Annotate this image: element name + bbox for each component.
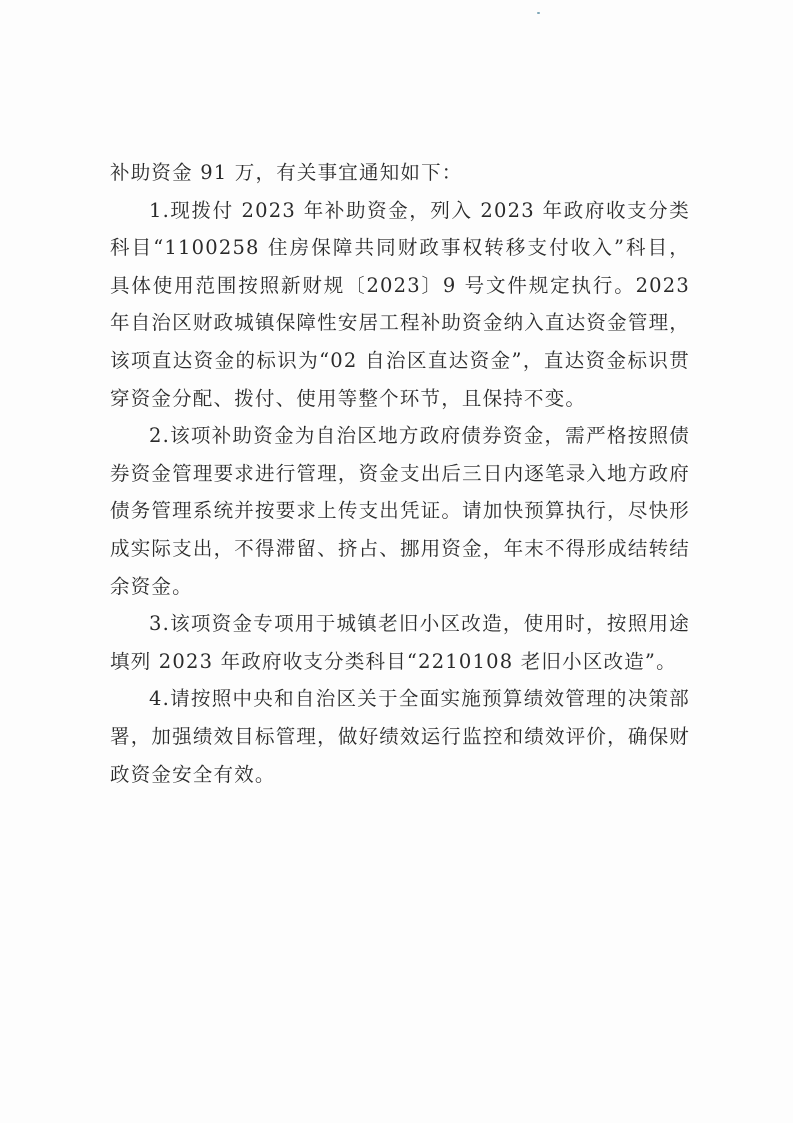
document-body bbox=[110, 154, 690, 793]
paragraph-item-3: 3.该项资金专项用于城镇老旧小区改造，使用时，按照用途填列 2023 年政府收支分类科目“2210108 老旧小区改造”。 bbox=[110, 612, 690, 673]
scan-speck bbox=[537, 12, 540, 14]
paragraph-item-4: 4.请按照中央和自治区关于全面实施预算绩效管理的决策部署，加强绩效目标管理，做好绩效运行监控和绩效评价，确保财政资金安全有效。 bbox=[110, 687, 690, 786]
paragraph-item-1: 1.现拨付 2023 年补助资金，列入 2023 年政府收支分类科目“1100258 住房保障共同财政事权转移支付收入”科目，具体使用范围按照新财规〔2023〕9 号文件规定执行。2023 年自治区财政城镇保障性安居工程补助资金纳入直达资金管理，该项直达资金的标识为“02 自治区直达资金”，直达资金标识贯穿资金分配、拨付、使用等整个环节，且保持不变。 bbox=[110, 198, 690, 410]
paragraph-item-2: 2.该项补助资金为自治区地方政府债券资金，需严格按照债券资金管理要求进行管理，资金支出后三日内逐笔录入地方政府债务管理系统并按要求上传支出凭证。请加快预算执行，尽快形成实际支出，不得滞留、挤占、挪用资金，年末不得形成结转结余资金。 bbox=[110, 424, 690, 598]
paragraph-intro: 补助资金 91 万，有关事宜通知如下： bbox=[110, 161, 463, 184]
